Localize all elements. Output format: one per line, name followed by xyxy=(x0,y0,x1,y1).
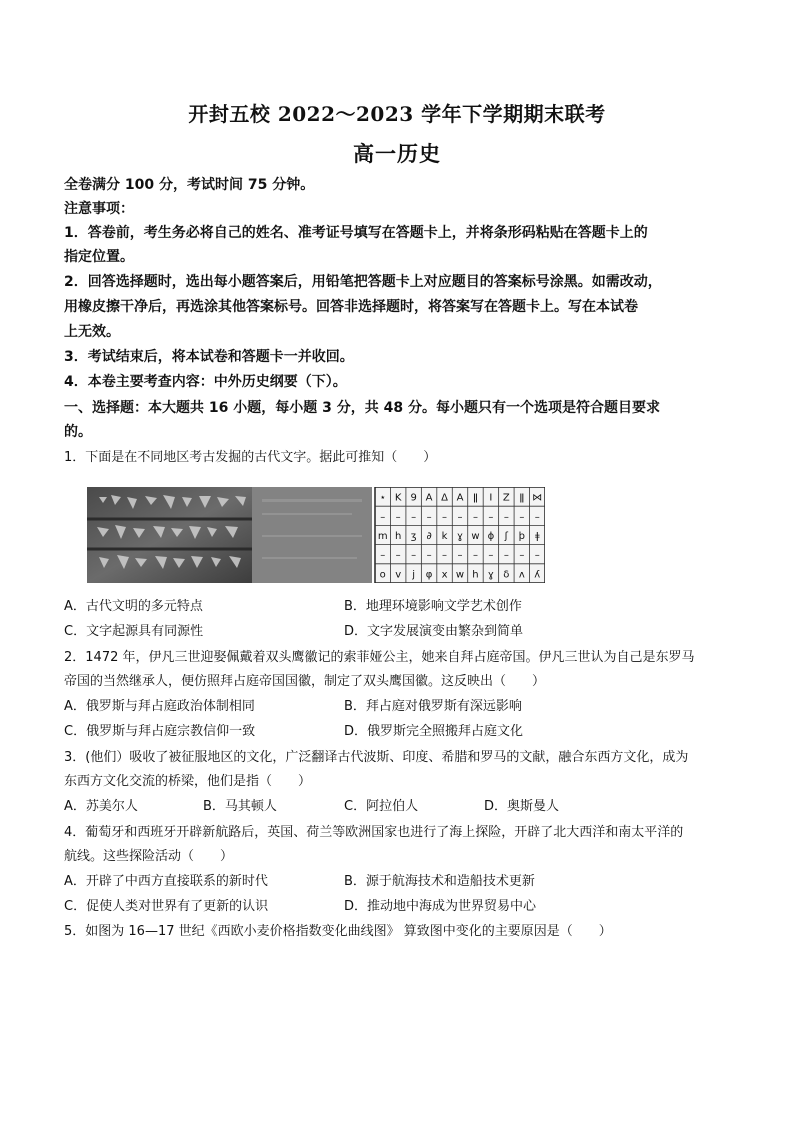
q3-option-c[interactable]: C．阿拉伯人 xyxy=(344,799,419,814)
q1-option-a[interactable]: A．古代文明的多元特点 xyxy=(64,599,203,614)
grid-glyph: – xyxy=(488,550,494,562)
grid-glyph: – xyxy=(472,550,478,562)
exam-subject: 高一历史 xyxy=(353,141,441,166)
section-heading-line-2: 的。 xyxy=(64,424,92,440)
grid-glyph: – xyxy=(519,511,525,523)
q2-option-b[interactable]: B．拜占庭对俄罗斯有深远影响 xyxy=(344,699,522,714)
note-3: 3．考试结束后，将本试卷和答题卡一并收回。 xyxy=(64,349,354,365)
grid-glyph: ⋆ xyxy=(379,492,386,504)
grid-glyph: ǁ xyxy=(519,492,525,504)
grid-glyph: – xyxy=(411,550,417,562)
grid-glyph: v xyxy=(395,569,402,581)
note-2-line-2: 用橡皮擦干净后，再选涂其他答案标号。回答非选择题时，将答案写在答题卡上。写在本试卷 xyxy=(64,299,638,315)
note-1-line-1: 1．答卷前，考生务必将自己的姓名、准考证号填写在答题卡上，并将条形码粘贴在答题卡上的 xyxy=(64,225,648,241)
grid-glyph: A xyxy=(425,492,433,504)
grid-glyph: Z xyxy=(502,492,510,504)
score-line: 全卷满分 100 分，考试时间 75 分钟。 xyxy=(64,177,315,193)
q3-stem-line-1: 3．(他们）吸收了被征服地区的文化，广泛翻译古代波斯、印度、希腊和罗马的文献，融合东西方文化，成为 xyxy=(64,750,689,765)
section-heading-line-1: 一、选择题：本大题共 16 小题，每小题 3 分，共 48 分。每小题只有一个选项是符合题目要求 xyxy=(64,400,660,416)
grid-glyph: Δ xyxy=(441,492,448,504)
grid-glyph: ǁ xyxy=(472,492,478,504)
q1-stem: 1．下面是在不同地区考古发掘的古代文字。据此可推知（ ） xyxy=(64,450,437,465)
grid-glyph: – xyxy=(380,511,386,523)
note-1-line-2: 指定位置。 xyxy=(64,249,134,265)
q4-option-b[interactable]: B．源于航海技术和造船技术更新 xyxy=(344,874,535,889)
grid-glyph: – xyxy=(534,511,540,523)
q3-option-a[interactable]: A．苏美尔人 xyxy=(64,799,138,814)
grid-glyph: – xyxy=(534,550,540,562)
grid-glyph: φ xyxy=(425,569,433,581)
grid-glyph: – xyxy=(519,550,525,562)
grid-glyph: h xyxy=(395,531,402,542)
grid-glyph: – xyxy=(426,511,432,523)
q2-stem-line-1: 2．1472 年，伊凡三世迎娶佩戴着双头鹰徽记的索菲娅公主，她来自拜占庭帝国。伊凡三世认为自己是东罗马 xyxy=(64,650,695,665)
grid-glyph: K xyxy=(394,492,402,504)
cuneiform-tablet xyxy=(87,487,372,583)
grid-glyph: 9 xyxy=(410,492,417,504)
grid-glyph: k xyxy=(441,531,448,542)
grid-glyph: w xyxy=(455,569,465,581)
grid-glyph: A xyxy=(456,492,464,504)
ancient-scripts-image xyxy=(87,487,545,583)
grid-glyph: ɣ xyxy=(487,569,494,581)
grid-glyph: ∂ xyxy=(426,531,432,542)
grid-glyph: – xyxy=(457,550,463,562)
q1-option-d[interactable]: D．文字发展演变由繁杂到简单 xyxy=(344,624,524,639)
q3-option-b[interactable]: B．马其顿人 xyxy=(203,799,277,814)
q4-option-c[interactable]: C．促使人类对世界有了更新的认识 xyxy=(64,899,269,914)
q4-option-d[interactable]: D．推动地中海成为世界贸易中心 xyxy=(344,899,537,914)
grid-glyph: ⋈ xyxy=(532,492,543,504)
grid-glyph: – xyxy=(426,550,432,562)
grid-glyph: h xyxy=(472,569,479,581)
q4-stem-line-2: 航线。这些探险活动（ ） xyxy=(64,849,234,864)
grid-glyph: ʒ xyxy=(410,531,417,542)
grid-glyph: I xyxy=(489,492,493,504)
grid-glyph: ʌ xyxy=(518,569,525,581)
grid-glyph: m xyxy=(377,531,388,542)
grid-glyph: – xyxy=(442,550,448,562)
grid-glyph: ɸ xyxy=(487,531,495,542)
grid-glyph: – xyxy=(442,511,448,523)
q5-stem: 5．如图为 16—17 世纪《西欧小麦价格指数变化曲线图》 算致图中变化的主要原因是（ ） xyxy=(64,924,612,939)
grid-glyph: o xyxy=(379,569,386,581)
q2-option-d[interactable]: D．俄罗斯完全照搬拜占庭文化 xyxy=(344,724,524,739)
note-2-line-1: 2．回答选择题时，选出每小题答案后，用铅笔把答题卡上对应题目的答案标号涂黑。如需改动， xyxy=(64,274,662,290)
q2-stem-line-2: 帝国的当然继承人，便仿照拜占庭帝国国徽，制定了双头鹰国徽。这反映出（ ） xyxy=(64,674,546,689)
note-2-line-3: 上无效。 xyxy=(64,324,120,340)
note-4: 4．本卷主要考查内容：中外历史纲要（下）。 xyxy=(64,374,347,390)
grid-glyph: – xyxy=(503,550,509,562)
grid-glyph: – xyxy=(380,550,386,562)
q1-option-b[interactable]: B．地理环境影响文学艺术创作 xyxy=(344,599,522,614)
grid-glyph: – xyxy=(395,550,401,562)
q3-option-d[interactable]: D．奥斯曼人 xyxy=(484,799,560,814)
grid-glyph: ǂ xyxy=(534,531,540,542)
alphabet-table xyxy=(375,487,545,583)
q2-option-c[interactable]: C．俄罗斯与拜占庭宗教信仰一致 xyxy=(64,724,256,739)
grid-glyph: j xyxy=(412,569,416,581)
grid-glyph: ʎ xyxy=(534,569,541,581)
grid-glyph: – xyxy=(472,511,478,523)
grid-glyph: ϸ xyxy=(518,531,525,542)
grid-glyph: – xyxy=(503,511,509,523)
grid-glyph: ʃ xyxy=(504,531,509,542)
grid-glyph: – xyxy=(488,511,494,523)
q4-option-a[interactable]: A．开辟了中西方直接联系的新时代 xyxy=(64,874,268,889)
grid-glyph: – xyxy=(411,511,417,523)
q2-option-a[interactable]: A．俄罗斯与拜占庭政治体制相同 xyxy=(64,699,255,714)
notes-heading: 注意事项： xyxy=(64,201,134,217)
grid-glyph: – xyxy=(395,511,401,523)
exam-title: 开封五校 2022～2023 学年下学期期末联考 xyxy=(188,102,606,126)
q1-figure xyxy=(87,487,545,583)
q3-stem-line-2: 东西方文化交流的桥梁，他们是指（ ） xyxy=(64,774,312,789)
grid-glyph: δ xyxy=(503,569,510,581)
grid-glyph: ɣ xyxy=(457,531,463,542)
q1-option-c[interactable]: C．文字起源具有同源性 xyxy=(64,624,204,639)
grid-glyph: x xyxy=(441,569,448,581)
grid-glyph: – xyxy=(457,511,463,523)
grid-glyph: w xyxy=(471,531,480,542)
q4-stem-line-1: 4．葡萄牙和西班牙开辟新航路后，英国、荷兰等欧洲国家也进行了海上探险，开辟了北大西洋和南太平洋的 xyxy=(64,825,684,840)
